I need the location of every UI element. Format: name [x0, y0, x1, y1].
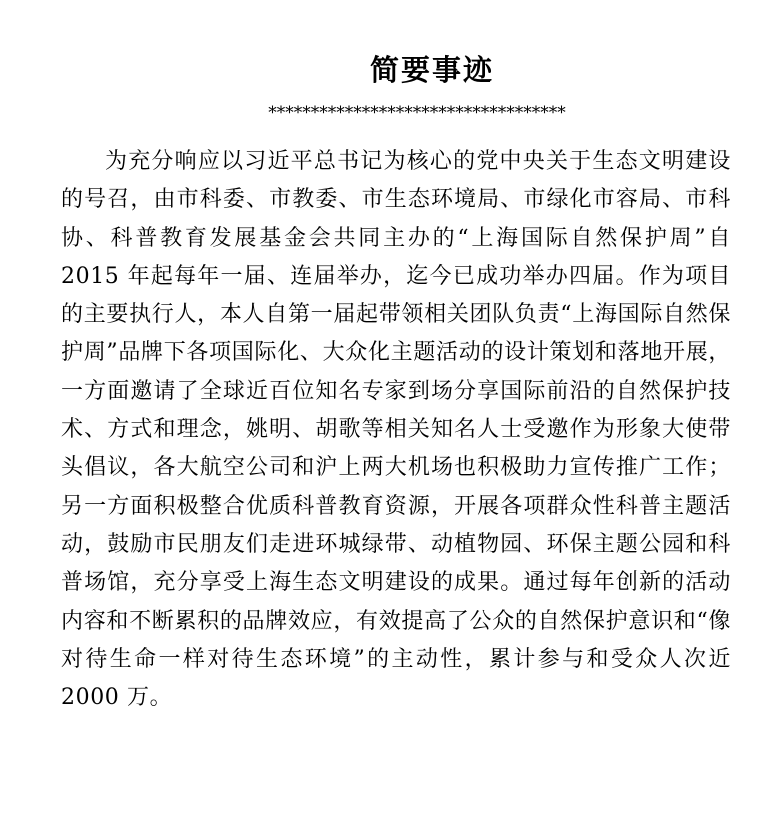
body-paragraph: 为充分响应以习近平总书记为核心的党中央关于生态文明建设的号召，由市科委、市教委、市生态环境局、市绿化市容局、市科协、科普教育发展基金会共同主办的“上海国际自然保护周”自 2015 年起每年一届、连届举办，迄今已成功举办四届。作为项目的主要执行人，本人自第一届起带领相关团队负责“上海国际自然保护周”品牌下各项国际化、大众化主题活动的设计策划和落地开展，一方面邀请了全球近百位知名专家到场分享国际前沿的自然保护技术、方式和理念，姚明、胡歌等相关知名人士受邀作为形象大使带头倡议，各大航空公司和沪上两大机场也积极助力宣传推广工作；另一方面积极整合优质科普教育资源，开展各项群众性科普主题活动，鼓励市民朋友们走进环城绿带、动植物园、环保主题公园和科普场馆，充分享受上海生态文明建设的成果。通过每年创新的活动内容和不断累积的品牌效应，有效提高了公众的自然保护意识和“像对待生命一样对待生态环境”的主动性，累计参与和受众人次近 2000 万。 — [61, 149, 731, 711]
title-divider: *********************************** — [268, 103, 566, 123]
document-title: 简要事迹 — [369, 53, 494, 87]
